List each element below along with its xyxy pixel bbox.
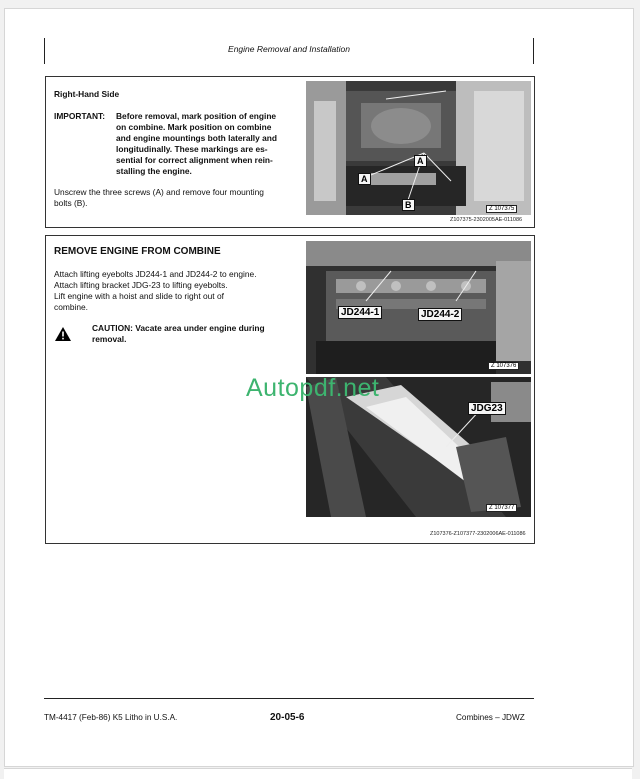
label-a-left: A (358, 173, 371, 185)
section2-caption-id: Z107376-Z107377-2302006AE-011086 (430, 531, 526, 537)
important-line: Before removal, mark position of engine (116, 111, 277, 121)
engine-mount-illustration (306, 81, 531, 215)
important-note (54, 111, 304, 177)
body-line: Attach lifting eyebolts JD244-1 and JD244-2 to engine. (54, 269, 257, 279)
body-line: combine. (54, 302, 88, 312)
page-number: 20-05-6 (270, 712, 305, 723)
body-line: bolts (B). (54, 198, 88, 208)
photo-id: Z 107376 (488, 362, 519, 370)
footer-left: TM-4417 (Feb-86) K5 Litho in U.S.A. (44, 713, 178, 722)
important-line: longitudinally. These markings are es- (116, 144, 268, 154)
section2-body (54, 269, 304, 313)
caution-line: Vacate area under engine during (135, 323, 265, 333)
engine-mount-photo (306, 81, 531, 215)
label-b: B (402, 199, 415, 211)
section1-body (54, 187, 309, 209)
tag-jdg23: JDG23 (468, 402, 506, 415)
important-line: stalling the engine. (116, 166, 192, 176)
footer-right: Combines – JDWZ (456, 713, 525, 722)
tag-jd244-2: JD244-2 (418, 308, 462, 321)
caution-label: CAUTION: (92, 323, 133, 333)
label-a-right: A (414, 155, 427, 167)
photo-id: Z 107375 (486, 205, 517, 213)
caution-line: removal. (92, 334, 127, 344)
page-header-title: Engine Removal and Installation (228, 44, 350, 54)
important-line: sential for correct alignment when rein- (116, 155, 273, 165)
next-page-edge (4, 768, 632, 779)
body-line: Unscrew the three screws (A) and remove four mounting (54, 187, 264, 197)
important-line: on combine. Mark position on combine (116, 122, 272, 132)
section1-caption-id: Z107375-2302005AE-011086 (450, 217, 523, 223)
lifting-eyebolts-photo (306, 241, 531, 374)
important-label: IMPORTANT: (54, 111, 106, 121)
section1-heading: Right-Hand Side (54, 89, 120, 99)
footer-rule (44, 698, 534, 699)
caution-note (92, 323, 302, 345)
important-line: and engine mountings both laterally and (116, 133, 277, 143)
body-line: Lift engine with a hoist and slide to right out of (54, 291, 224, 301)
photo-id: Z 107377 (486, 504, 517, 512)
body-line: Attach lifting bracket JDG-23 to lifting eyebolts. (54, 280, 228, 290)
section2-heading: REMOVE ENGINE FROM COMBINE (54, 246, 221, 257)
warning-icon (54, 326, 72, 347)
watermark-text: Autopdf.net (246, 374, 380, 402)
section-right-hand-side (45, 76, 535, 228)
tag-jd244-1: JD244-1 (338, 306, 382, 319)
